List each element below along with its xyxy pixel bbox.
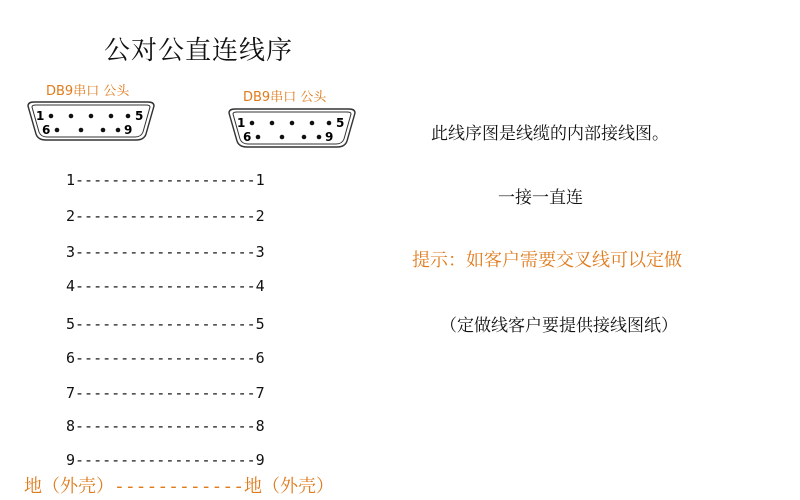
wire-left-pin: 9 [66,451,76,469]
left-db9-connector [24,100,158,144]
ground-line: ------------ [114,476,245,497]
wire-left-pin: 2 [66,207,76,225]
pin [79,128,84,133]
pin [250,121,255,126]
wire-right-pin: 4 [255,277,265,295]
pin [280,135,285,140]
wire-left-pin: 8 [66,417,76,435]
ground-row [24,472,334,498]
wire-line: -------------------- [75,451,256,469]
wire-left-pin: 4 [66,277,76,295]
wire-row [66,416,306,436]
wire-row [66,383,306,403]
pin-label: 6 [243,130,252,144]
custom-order-note: （定做线客户要提供接线图纸） [440,316,678,336]
pin [310,121,315,126]
wire-right-pin: 1 [255,171,265,189]
wire-left-pin: 5 [66,315,76,333]
ground-left-label: 地（外壳） [24,476,114,497]
pin [116,128,121,133]
pin [101,128,106,133]
wire-left-pin: 1 [66,171,76,189]
wire-right-pin: 6 [255,349,265,367]
wire-line: -------------------- [75,417,256,435]
pin [109,114,114,119]
wire-line: -------------------- [75,171,256,189]
wire-right-pin: 8 [255,417,265,435]
wire-left-pin: 3 [66,243,76,261]
wire-row [66,276,306,296]
wire-line: -------------------- [75,384,256,402]
straight-through-note: 一接一直连 [498,188,583,208]
pin-label: 9 [325,130,334,144]
wire-right-pin: 2 [255,207,265,225]
pin-label: 5 [135,109,144,123]
wire-line: -------------------- [75,315,256,333]
pin-label: 6 [42,123,51,137]
pin [126,114,131,119]
wire-row [66,206,306,226]
wire-right-pin: 5 [255,315,265,333]
pin [317,135,322,140]
pin [302,135,307,140]
wire-right-pin: 7 [255,384,265,402]
pin-label: 9 [124,123,133,137]
pin [290,121,295,126]
diagram-description: 此线序图是线缆的内部接线图。 [431,124,669,144]
pin [89,114,94,119]
pin-label: 1 [36,109,45,123]
pin [49,114,54,119]
wire-row [66,170,306,190]
wire-line: -------------------- [75,207,256,225]
ground-right-label: 地（外壳） [244,476,335,497]
wire-right-pin: 9 [255,451,265,469]
wire-line: -------------------- [75,349,256,367]
wire-row [66,348,306,368]
wire-row [66,242,306,262]
pin [270,121,275,126]
crossover-tip: 提示：如客户需要交叉线可以定做 [412,250,682,271]
pin-label: 5 [336,116,345,130]
wire-row [66,314,306,334]
wire-line: -------------------- [75,277,256,295]
pin [327,121,332,126]
left-connector-label: DB9串口 公头 [46,84,130,99]
wire-right-pin: 3 [255,243,265,261]
right-db9-connector [225,107,359,151]
pin [69,114,74,119]
pin [256,135,261,140]
right-connector-label: DB9串口 公头 [243,90,327,105]
pin-label: 1 [237,116,246,130]
page-title: 公对公直连线序 [104,36,294,66]
wire-left-pin: 7 [66,384,76,402]
pin [55,128,60,133]
wire-row [66,450,306,470]
wire-line: -------------------- [75,243,256,261]
wire-left-pin: 6 [66,349,76,367]
